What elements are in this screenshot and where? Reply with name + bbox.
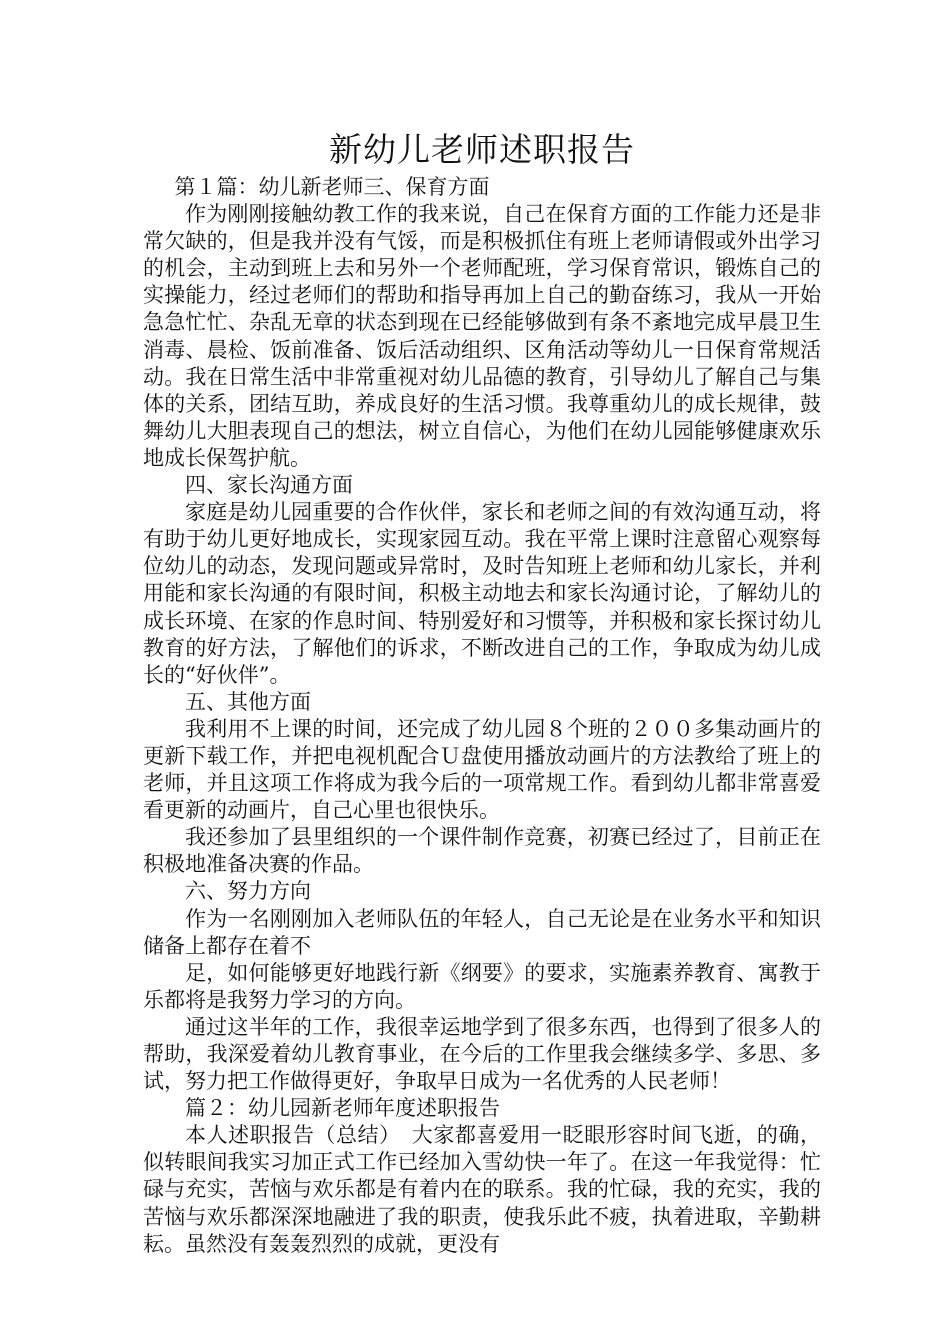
paragraph-summary: 通过这半年的工作，我很幸运地学到了很多东西，也得到了很多人的帮助，我深爱着幼儿教育事业，在今后的工作里我会继续多学、多思、多试，努力把工作做得更好，争取早日成为一名优秀的人民老师！ [143, 1014, 821, 1094]
paragraph-direction-2: 足，如何能够更好地践行新《纲要》的要求，实施素养教育、寓教于乐都将是我努力学习的方向。 [143, 960, 821, 1012]
section-heading-parent-communication: 四、家长沟通方面 [185, 473, 353, 498]
section-heading-other: 五、其他方面 [185, 689, 311, 714]
section-heading-article-2: 篇２：幼儿园新老师年度述职报告 [185, 1096, 500, 1121]
section-heading-direction: 六、努力方向 [185, 879, 311, 904]
paragraph-parent-communication: 家庭是幼儿园重要的合作伙伴，家长和老师之间的有效沟通互动，将有助于幼儿更好地成长，实现家园互动。我在平常上课时注意留心观察每位幼儿的动态，发现问题或异常时，及时告知班上老师和幼儿家长，并利用能和家长沟通的有限时间，积极主动地去和家长沟通讨论，了解幼儿的成长环境、在家的作息时间、特别爱好和习惯等，并积极和家长探讨幼儿教育的好方法，了解他们的诉求，不断改进自己的工作，争取成为幼儿成长的“好伙伴”。 [143, 500, 821, 687]
section-heading-care: 第１篇：幼儿新老师三、保育方面 [174, 175, 490, 199]
paragraph-care: 作为刚刚接触幼教工作的我来说，自己在保育方面的工作能力还是非常欠缺的，但是我并没有气馁，而是积极抓住有班上老师请假或外出学习的机会，主动到班上去和另外一个老师配班，学习保育常识，锻炼自己的实操能力，经过老师们的帮助和指导再加上自己的勤奋练习，我从一开始急急忙忙、杂乱无章的状态到现在已经能够做到有条不紊地完成早晨卫生消毒、晨检、饭前准备、饭后活动组织、区角活动等幼儿一日保育常规活动。我在日常生活中非常重视对幼儿品德的教育，引导幼儿了解自己与集体的关系，团结互助，养成良好的生活习惯。我尊重幼儿的成长规律，鼓舞幼儿大胆表现自己的想法，树立自信心，为他们在幼儿园能够健康欢乐地成长保驾护航。 [143, 202, 821, 470]
paragraph-direction-1: 作为一名刚刚加入老师队伍的年轻人，自己无论是在业务水平和知识储备上都存在着不 [143, 906, 821, 958]
document-page [143, 128, 821, 1258]
document-title: 新幼儿老师述职报告 [329, 130, 635, 169]
paragraph-other-courseware: 我还参加了县里组织的一个课件制作竞赛，初赛已经过了，目前正在积极地准备决赛的作品。 [143, 825, 821, 877]
paragraph-other-animation: 我利用不上课的时间，还完成了幼儿园８个班的２００多集动画片的更新下载工作，并把电视机配合Ｕ盘使用播放动画片的方法教给了班上的老师，并且这项工作将成为我今后的一项常规工作。看到幼儿都非常喜爱看更新的动画片，自己心里也很快乐。 [143, 716, 821, 823]
paragraph-article-2: 本人述职报告（总结） 大家都喜爱用一眨眼形容时间飞逝，的确，似转眼间我实习加正式工作已经加入雪幼快一年了。在这一年我觉得：忙碌与充实，苦恼与欢乐都是有着内在的联系。我的忙碌，我的充实，我的苦恼与欢乐都深深地融进了我的职责，使我乐此不疲，执着进取，辛勤耕耘。虽然没有轰轰烈烈的成就，更没有 [143, 1123, 821, 1256]
